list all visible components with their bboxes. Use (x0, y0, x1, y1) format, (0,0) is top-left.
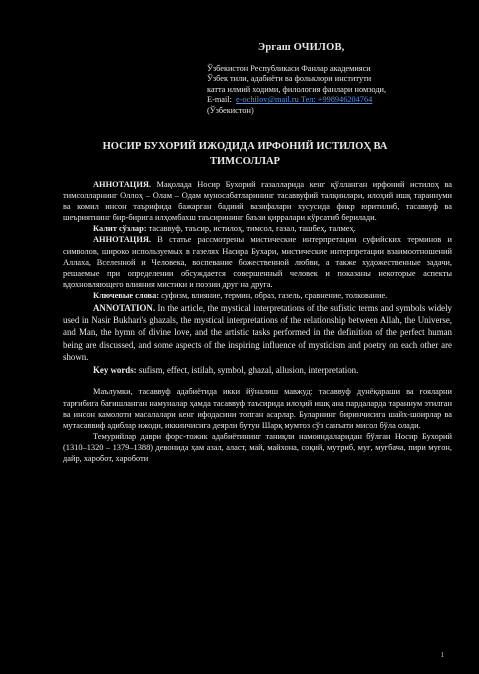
author-name: Эргаш ОЧИЛОВ, (258, 42, 345, 53)
keywords-uzbek-text: тасаввуф, таъсир, истилоҳ, тимсол, ғазал, ташбеҳ, талмеҳ. (146, 224, 356, 234)
email-label: E-mail: (207, 95, 232, 105)
keywords-russian-label: Ключевые слова: (93, 290, 160, 300)
annotation-russian-label: АННОТАЦИЯ. (93, 235, 151, 245)
keywords-uzbek-label: Калит сўзлар: (93, 224, 147, 234)
affiliation-line-position: катта илмий ходими, филология фанлари номзоди, (207, 84, 387, 94)
annotation-uzbek-label: АННОТАЦИЯ. (93, 180, 151, 189)
email-link[interactable]: e-ochilov@mail.ru Тел: +998946204764 (236, 95, 373, 105)
affiliation-line-institute: Ўзбек тили, адабиёти ва фольклори институти (207, 74, 372, 84)
annotation-uzbek (63, 179, 452, 223)
annotation-russian (63, 234, 452, 289)
author-affiliation (207, 64, 467, 116)
article-title (60, 139, 430, 169)
keywords-english (63, 364, 452, 376)
keywords-english-text: sufism, effect, istilah, symbol, ghazal, allusion, interpretation. (136, 365, 359, 376)
keywords-uzbek (63, 223, 452, 234)
keywords-russian (63, 290, 452, 301)
affiliation-line-academy: Ўзбекистон Республикаси Фанлар академияси (207, 64, 371, 73)
affiliation-line-contact (207, 95, 467, 105)
annotation-english-label: ANNOTATION. (93, 302, 156, 313)
affiliation-line-country: (Ўзбекистон) (207, 105, 254, 115)
page-number: 1 (440, 651, 444, 659)
body-paragraph-2: Темурийлар даври форс-тожик адабиётининг таниқли намояндаларидан бўлган Носир Бухорий (1310–1320 – 1379–1388) девонида ҳам азал, аласт, май, майхона, соқий, мутриб, муғ, муғбача, пири муғон, дайр, харобот, хароботи (63, 431, 452, 464)
keywords-english-label: Key words: (93, 365, 137, 376)
annotation-english (63, 302, 452, 364)
title-line-2: ТИМСОЛЛАР (210, 156, 280, 167)
annotation-english-text: In the article, the mystical interpretations of the sufistic terms and symbols widely used in Nasir Bukhari's ghazals, the mystical interpretations of the relationship between Allah, the Universe, and Man, the hymn of divine love, and the artistic tasks performed in the definition of the perfect human being are discussed, and some aspects of the inspiring influence of mysticism and poetry on each other are shown. (63, 302, 452, 363)
annotation-russian-text: В статье рассмотрены мистические интерпретации суфийских терминов и символов, широко используемых в газелях Насира Бухари, мистические интерпретации взаимоотношений Аллаха, Вселенной и Человека, воспевание божественной любви, а также художественные задачи, решаемые при определении обсуждается совершенный человек и показаны некоторые аспекты вдохновляющего влияния мистики и поэзии друг на друга. (63, 235, 452, 289)
title-line-1: НОСИР БУХОРИЙ ИЖОДИДА ИРФОНИЙ ИСТИЛОҲ ВА (102, 141, 388, 152)
keywords-russian-text: суфизм, влияние, термин, образ, газель, сравнение, толкование. (159, 290, 388, 300)
body-paragraph-1: Маълумки, тасаввуф адабиётида икки йўналиш мавжуд: тасаввуф дунёқараши ва ғояларни тарғибига бағишланган намуналар ҳамда тасаввуф таъсирида илоҳий ишқ ана пардаларда тараннум этилган ва инсон камолоти масалалари кенг ифодасини топган асарлар. Буларнинг биринчисига шайх-шоирлар ва мутасаввиф адиблар ижоди, иккинчисига деярли бутун Шарқ мумтоз сўз санъати мисол бўла олади. (63, 387, 452, 430)
annotation-uzbek-text: Мақолада Носир Бухорий ғазалларида кенг қўлланган ирфоний истилоҳ ва тимсолларнинг Оллоҳ – Олам – Одам муносабатларининг тасаввуфий талқинлари, илоҳий ишқ тараннуми ва комил инсон таърифида бажарган бадиий вазифалари хусусида фикр юритилиб, тасаввуф ва шеъриятнинг бир-бирига илҳомбахш таъсирининг баъзи қирралари кўрсатиб берилади. (63, 180, 452, 223)
article-body (63, 179, 452, 464)
